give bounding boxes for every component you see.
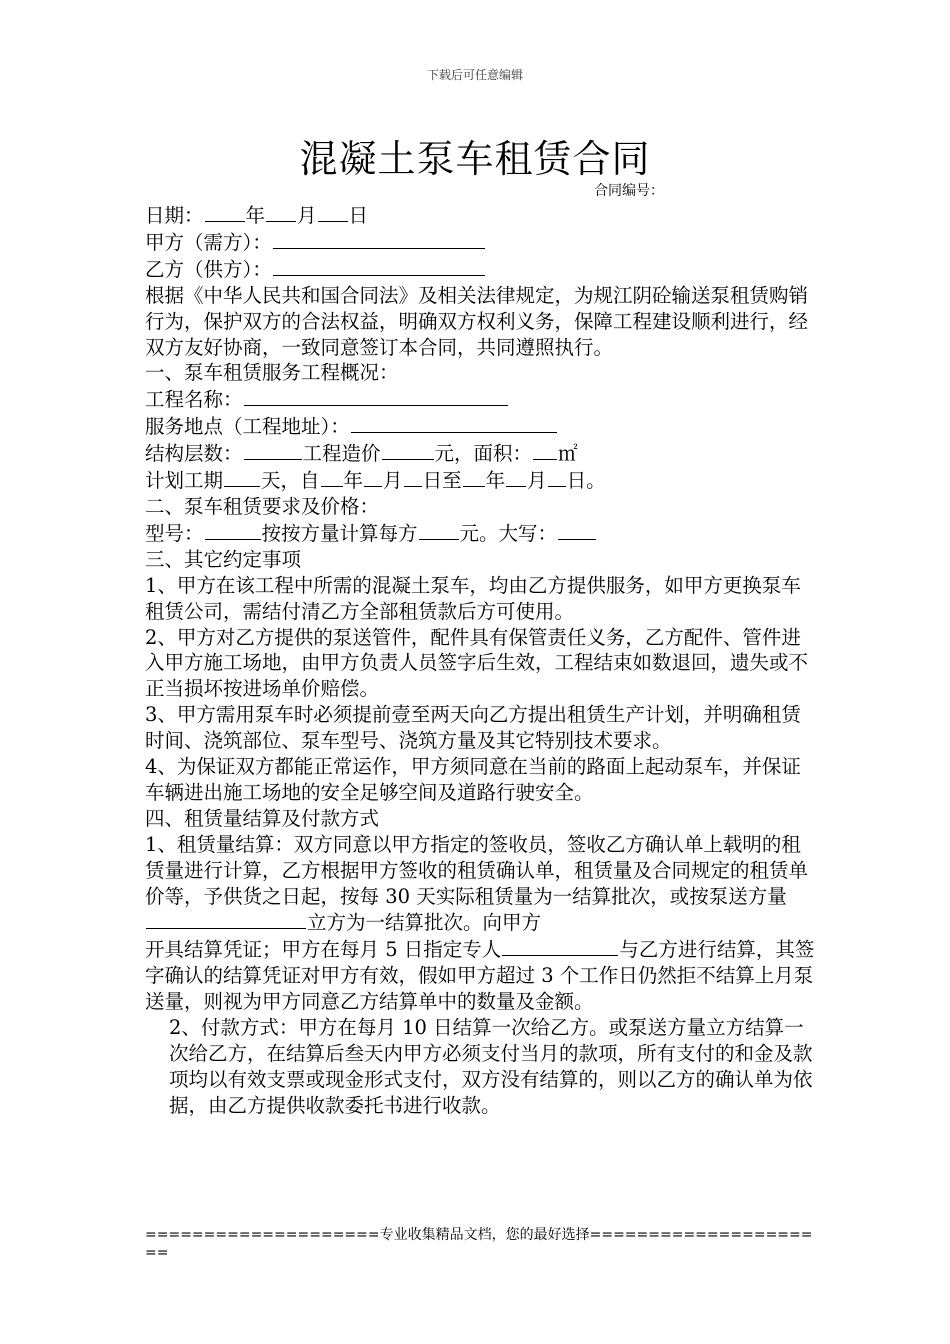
sqm-unit: ㎡ (558, 442, 578, 466)
period-line (145, 467, 815, 494)
section-3-item-4: 4、为保证双方都能正常运作，甲方须同意在当前的路面上起动泵车，并保证车辆进出施工场地的安全足够空间及道路行驶安全。 (145, 755, 801, 804)
start-month-label: 月 (383, 469, 403, 493)
month-label: 月 (297, 204, 317, 227)
project-name-blank[interactable] (244, 386, 508, 406)
pump-volume-blank[interactable] (146, 909, 306, 929)
day-label: 日 (348, 204, 369, 227)
start-year-blank[interactable] (321, 467, 343, 487)
section-4-item-1-cont (145, 936, 815, 1015)
section-4-item-1 (145, 832, 815, 937)
service-location-label: 服务地点（工程地址）： (145, 415, 350, 439)
party-a-label: 甲方（需方）： (145, 230, 272, 254)
start-day-blank[interactable] (404, 467, 422, 487)
section-3-heading: 三、其它约定事项 (145, 547, 302, 571)
end-month-label: 月 (527, 469, 547, 493)
intro-paragraph: 根据《中华人民共和国合同法》及相关法律规定，为规江阴砼输送泵租赁购销行为，保护双方的合法权益，明确双方权利义务，保障工程建设顺利进行，经双方友好协商，一致同意签订本合同，共同遵照执行。 (145, 283, 809, 359)
date-label: 日期： (145, 204, 204, 227)
price-per-cube-label: 按按方量计算每方 (261, 521, 418, 545)
service-location-line (145, 413, 815, 440)
cost-label: 工程造价 (302, 442, 381, 466)
day-from-label: 天，自 (261, 469, 320, 493)
end-year-label: 年 (485, 469, 506, 493)
settlement-text-c: 开具结算凭证；甲方在每月 5 日指定专人 (145, 938, 502, 962)
end-day-blank[interactable] (548, 467, 566, 487)
model-price-line (145, 520, 815, 547)
year-blank[interactable] (205, 202, 245, 222)
party-b-line (145, 256, 815, 283)
price-caps-blank[interactable] (558, 520, 596, 540)
period-blank[interactable] (224, 467, 260, 487)
party-b-blank[interactable] (273, 256, 485, 276)
service-location-blank[interactable] (351, 413, 557, 433)
document-title: 混凝土泵车租赁合同 (299, 137, 651, 181)
contract-number-label: 合同编号： (594, 183, 664, 199)
party-b-label: 乙方（供方）： (145, 257, 272, 281)
price-blank[interactable] (419, 520, 459, 540)
year-label: 年 (245, 204, 266, 227)
party-a-line (145, 229, 815, 256)
party-a-blank[interactable] (273, 229, 485, 249)
floors-blank[interactable] (244, 440, 302, 460)
section-1-heading: 一、泵车租赁服务工程概况： (145, 361, 399, 385)
end-day-label: 日。 (566, 469, 606, 493)
section-3-item-3: 3、甲方需用泵车时必须提前壹至两天向乙方提出租赁生产计划，并明确租赁时间、浇筑部位、泵车型号、浇筑方量及其它特别技术要求。 (145, 703, 801, 753)
start-year-label: 年 (343, 469, 364, 493)
section-4-item-2: 2、付款方式：甲方在每月 10 日结算一次给乙方。或泵送方量立方结算一次给乙方，在结算后叁天内甲方必须支付当月的款项，所有支付的和金及款项均以有效支票或现金形式支付，双方没有结算的，则以乙方的确认单为依据，由乙方提供收款委托书进行收款。 (169, 1016, 813, 1117)
area-label: 元，面积： (434, 442, 533, 466)
cost-blank[interactable] (382, 440, 434, 460)
settlement-text-b: 立方为一结算批次。向甲方 (307, 911, 542, 935)
day-to-label: 日至 (422, 469, 462, 493)
header-note: 下载后可任意编辑 (426, 68, 523, 82)
designated-person-blank[interactable] (502, 936, 618, 956)
model-blank[interactable] (205, 520, 261, 540)
contract-body (145, 202, 815, 1119)
footer-banner: ====================专业收集精品文档，您的最好选择===================== (145, 1227, 813, 1261)
structure-line (145, 440, 815, 467)
day-blank[interactable] (318, 202, 348, 222)
area-blank[interactable] (533, 440, 557, 460)
price-caps-label: 元。大写： (459, 521, 558, 545)
period-label: 计划工期 (145, 469, 224, 493)
section-3-item-1: 1、甲方在该工程中所需的混凝土泵车，均由乙方提供服务，如甲方更换泵车租赁公司，需结付清乙方全部租赁款后方可使用。 (145, 573, 801, 623)
month-blank[interactable] (266, 202, 296, 222)
floors-label: 结构层数： (145, 442, 243, 466)
end-year-blank[interactable] (463, 467, 485, 487)
section-2-heading: 二、泵车租赁要求及价格： (145, 494, 380, 518)
project-name-line (145, 386, 815, 413)
settlement-text-a: 1、租赁量结算：双方同意以甲方指定的签收员，签收乙方确认单上载明的租赁量进行计算，乙方根据甲方签收的租赁确认单，租赁量及合同规定的租赁单价等，予供货之日起，按每 30 天实际租赁量为一结算批次，或按泵送方量 (145, 832, 809, 908)
date-line (145, 202, 815, 229)
start-month-blank[interactable] (364, 467, 382, 487)
project-name-label: 工程名称： (145, 388, 243, 412)
section-3-item-2: 2、甲方对乙方提供的泵送管件，配件具有保管责任义务，乙方配件、管件进入甲方施工场地，由甲方负责人员签字后生效，工程结束如数退回，遗失或不正当损坏按进场单价赔偿。 (145, 625, 809, 701)
settlement-text-d: 与乙方进行结算，其签字确认的结算凭证对甲方有效，假如甲方超过 3 个工作日仍然拒不结算上月泵送量，则视为甲方同意乙方结算单中的数量及金额。 (145, 938, 815, 1014)
end-month-blank[interactable] (506, 467, 526, 487)
section-4-heading: 四、租赁量结算及付款方式 (145, 806, 380, 830)
model-label: 型号： (145, 521, 204, 545)
